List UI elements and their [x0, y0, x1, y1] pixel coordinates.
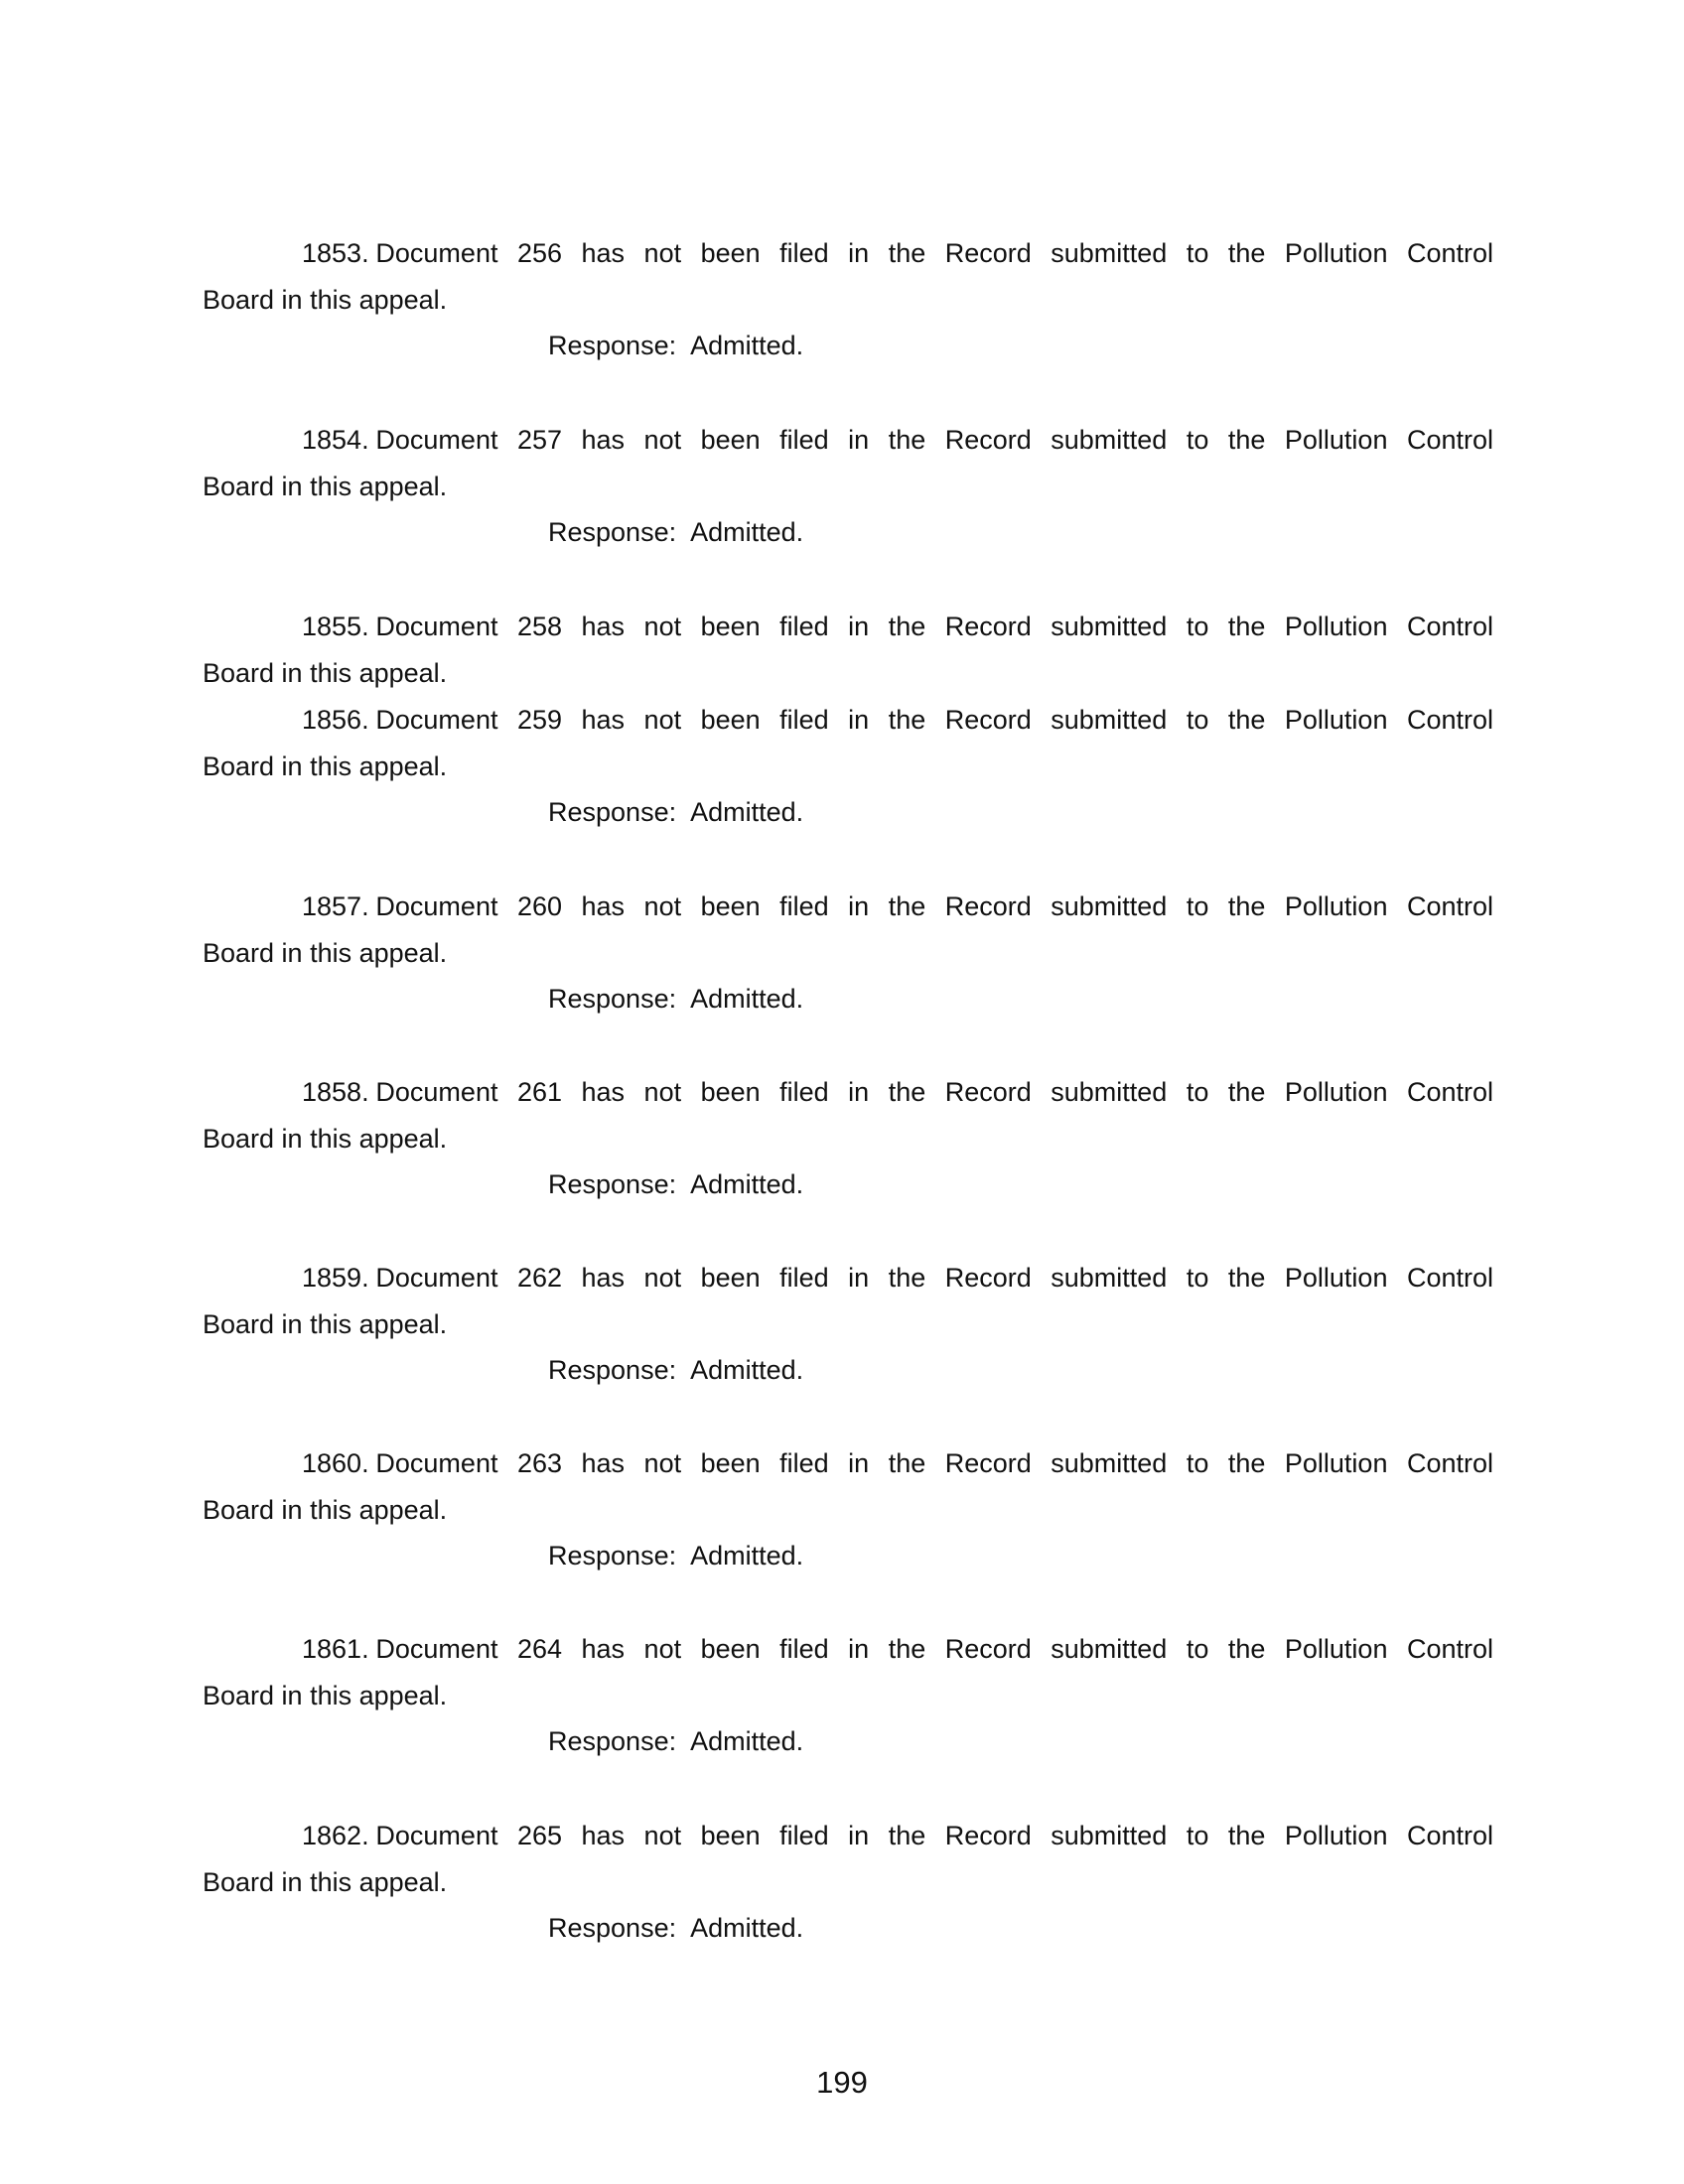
page-number: 199 — [816, 2065, 868, 2100]
paragraph-1856 — [203, 705, 1493, 834]
paragraph-number: 1853. — [302, 238, 369, 268]
paragraph-continuation: Board in this appeal. — [203, 1867, 448, 1897]
response-text: Response: Admitted. — [548, 1169, 804, 1199]
response-text: Response: Admitted. — [548, 984, 804, 1014]
paragraph-first-line — [203, 1263, 1493, 1300]
paragraph-text: Document 259 has not been filed in the Record submitted to the Pollution Control — [375, 705, 1493, 735]
response-text: Response: Admitted. — [548, 1541, 804, 1570]
response-text: Response: Admitted. — [548, 1355, 804, 1385]
paragraph-1855 — [203, 612, 1493, 697]
paragraph-first-line — [203, 238, 1493, 276]
paragraph-number: 1859. — [302, 1263, 369, 1293]
paragraph-continuation: Board in this appeal. — [203, 658, 448, 688]
paragraph-1860 — [203, 1448, 1493, 1577]
response-text: Response: Admitted. — [548, 1913, 804, 1943]
paragraph-1854 — [203, 425, 1493, 554]
paragraph-first-line — [203, 612, 1493, 649]
paragraph-continuation: Board in this appeal. — [203, 472, 448, 501]
paragraph-first-line — [203, 1634, 1493, 1672]
paragraph-first-line — [203, 1448, 1493, 1486]
paragraph-number: 1855. — [302, 612, 369, 641]
paragraph-text: Document 263 has not been filed in the Record submitted to the Pollution Control — [375, 1448, 1493, 1478]
paragraph-number: 1862. — [302, 1821, 369, 1850]
paragraph-first-line — [203, 1821, 1493, 1858]
paragraph-continuation: Board in this appeal. — [203, 1309, 448, 1339]
paragraph-text: Document 258 has not been filed in the Record submitted to the Pollution Control — [375, 612, 1493, 641]
paragraph-continuation: Board in this appeal. — [203, 938, 448, 968]
paragraph-text: Document 260 has not been filed in the Record submitted to the Pollution Control — [375, 891, 1493, 921]
paragraph-first-line — [203, 891, 1493, 929]
paragraph-continuation: Board in this appeal. — [203, 751, 448, 781]
paragraph-1862 — [203, 1821, 1493, 1950]
paragraph-1861 — [203, 1634, 1493, 1763]
paragraph-1857 — [203, 891, 1493, 1021]
response-text: Response: Admitted. — [548, 797, 804, 827]
paragraph-number: 1861. — [302, 1634, 369, 1664]
paragraph-number: 1860. — [302, 1448, 369, 1478]
paragraph-continuation: Board in this appeal. — [203, 1495, 448, 1525]
paragraph-text: Document 257 has not been filed in the Record submitted to the Pollution Control — [375, 425, 1493, 455]
paragraph-first-line — [203, 1077, 1493, 1115]
response-text: Response: Admitted. — [548, 1726, 804, 1756]
paragraph-first-line — [203, 425, 1493, 463]
paragraph-text: Document 261 has not been filed in the Record submitted to the Pollution Control — [375, 1077, 1493, 1107]
paragraph-continuation: Board in this appeal. — [203, 1124, 448, 1154]
paragraph-1859 — [203, 1263, 1493, 1392]
response-text: Response: Admitted. — [548, 517, 804, 547]
paragraph-1853 — [203, 238, 1493, 367]
paragraph-1858 — [203, 1077, 1493, 1206]
response-text: Response: Admitted. — [548, 331, 804, 360]
paragraph-text: Document 264 has not been filed in the Record submitted to the Pollution Control — [375, 1634, 1493, 1664]
paragraph-continuation: Board in this appeal. — [203, 1681, 448, 1710]
paragraph-continuation: Board in this appeal. — [203, 285, 448, 315]
paragraph-number: 1856. — [302, 705, 369, 735]
paragraph-text: Document 256 has not been filed in the Record submitted to the Pollution Control — [375, 238, 1493, 268]
paragraph-text: Document 265 has not been filed in the Record submitted to the Pollution Control — [375, 1821, 1493, 1850]
paragraph-first-line — [203, 705, 1493, 743]
paragraph-number: 1854. — [302, 425, 369, 455]
paragraph-text: Document 262 has not been filed in the Record submitted to the Pollution Control — [375, 1263, 1493, 1293]
paragraph-number: 1858. — [302, 1077, 369, 1107]
paragraph-number: 1857. — [302, 891, 369, 921]
